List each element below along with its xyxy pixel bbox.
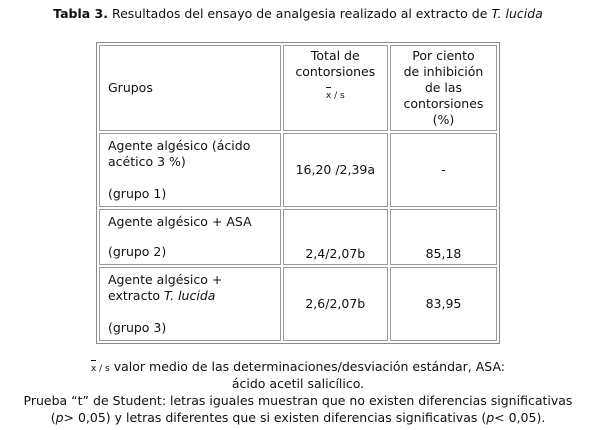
xbar-symbol: x <box>326 88 331 104</box>
group-tag: (grupo 3) <box>108 320 167 335</box>
total-value: 2,6/2,07b <box>305 296 366 311</box>
group-tag: (grupo 1) <box>108 186 167 201</box>
footnote-line4 <box>0 409 596 426</box>
header-pct-line1: Por ciento <box>412 48 475 63</box>
footnote-end: < 0,05). <box>494 410 546 425</box>
footnote-line3: Prueba “t” de Student: letras iguales muestran que no existen diferencias significativas <box>23 393 573 408</box>
group-cell <box>99 209 281 265</box>
header-total-line1: Total de <box>310 48 360 63</box>
header-total-line2: contorsiones <box>295 64 376 79</box>
header-pct-line3: de las <box>424 80 463 95</box>
total-cell <box>283 267 388 341</box>
footnote-p-symbol: p <box>55 410 64 425</box>
group-tag: (grupo 2) <box>108 244 167 259</box>
header-groups <box>99 45 281 131</box>
caption-species: T. lucida <box>491 6 543 21</box>
footnote-p-symbol: p <box>486 410 495 425</box>
header-total <box>283 45 388 131</box>
total-value: 16,20 /2,39a <box>295 162 376 177</box>
total-value: 2,4/2,07b <box>305 246 366 261</box>
pct-value: 83,95 <box>425 296 462 311</box>
footnote-text-1: valor medio de las determinaciones/desviación estándar, ASA: <box>113 359 506 374</box>
total-cell <box>283 133 388 207</box>
group-cell <box>99 267 281 341</box>
pct-value: - <box>441 162 446 177</box>
pct-value: 85,18 <box>425 246 462 261</box>
pct-cell <box>390 267 497 341</box>
footnote-xbar-symbol: x <box>91 361 96 378</box>
table-header-row <box>99 45 497 131</box>
pct-cell <box>390 209 497 265</box>
header-pct-line2: de inhibición <box>403 64 484 79</box>
pct-cell <box>390 133 497 207</box>
table-row <box>99 133 497 207</box>
caption-label: Tabla 3. <box>53 6 108 21</box>
header-pct-line4: contorsiones <box>403 96 484 111</box>
sd-symbol: / s <box>334 91 345 101</box>
header-total-symbol <box>292 86 379 104</box>
table-caption <box>0 6 596 21</box>
group-label-species: T. lucida <box>163 288 216 303</box>
footnote-mid: > 0,05) y letras diferentes que si existen diferencias significativas ( <box>63 410 487 425</box>
caption-text: Resultados del ensayo de analgesia realizado al extracto de <box>111 6 488 21</box>
footnote-line2: ácido acetil salicílico. <box>231 376 365 391</box>
footnote-paren: ( <box>50 410 56 425</box>
group-label-line2 <box>108 288 272 304</box>
group-cell <box>99 133 281 207</box>
table-row <box>99 209 497 265</box>
footnote-sd-symbol: / s <box>99 364 110 374</box>
header-pct-line5: (%) <box>432 112 455 127</box>
group-label-line1: Agente algésico + <box>108 272 223 287</box>
group-label-prefix: extracto <box>108 288 160 303</box>
results-table <box>96 42 500 344</box>
header-pct <box>390 45 497 131</box>
table-row <box>99 267 497 341</box>
total-cell <box>283 209 388 265</box>
group-label-line2: acético 3 %) <box>108 154 186 169</box>
group-label-line1: Agente algésico + ASA <box>108 214 252 229</box>
group-label-line1: Agente algésico (ácido <box>108 138 251 153</box>
header-groups-label: Grupos <box>108 80 153 95</box>
